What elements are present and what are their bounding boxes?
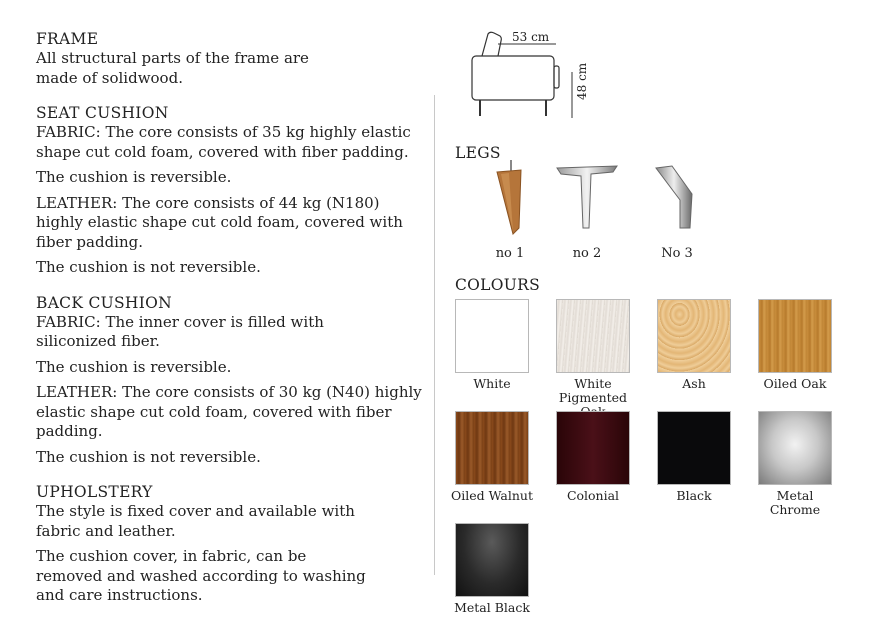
upholstery-cover-text: The cushion cover, in fabric, can be removed and washed according to washing and care instructions. [36,547,366,604]
swatch-label: Oiled Oak [763,376,827,391]
wooden-leg-icon [485,158,535,238]
seat-cushion-section [36,104,426,278]
colour-swatch-white[interactable] [447,299,537,391]
swatch-black [657,411,731,485]
back-cushion-section [36,294,426,468]
leg-option-1 [475,158,545,261]
leg-label-1: no 1 [495,246,525,261]
swatch-label: White Pigmented [558,376,628,405]
swatch-label: White [473,376,511,391]
seat-leather-reversible: The cushion is not reversible. [36,258,261,276]
swatch-label: Black [676,488,712,503]
upholstery-heading: UPHOLSTERY [36,483,153,501]
colour-swatch-colonial[interactable] [548,411,638,503]
colour-swatch-oiled-walnut[interactable] [447,411,537,503]
colour-swatch-metal-chrome[interactable] [750,411,840,517]
seat-cushion-heading: SEAT CUSHION [36,104,169,122]
swatch-label: Metal Black [454,600,530,615]
leg-label-3: No 3 [661,246,693,261]
dimension-width: 53 cm [512,30,550,44]
swatch-oiled-oak [758,299,832,373]
colours-heading: COLOURS [455,276,541,294]
back-fabric-text: FABRIC: The inner cover is filled with siliconized fiber. [36,312,324,350]
swatch-white-pigmented-oak [556,299,630,373]
swatch-metal-chrome [758,411,832,485]
swatch-metal-black [455,523,529,597]
frame-heading: FRAME [36,30,99,48]
back-fabric-reversible: The cushion is reversible. [36,357,232,376]
swatch-white [455,299,529,373]
colour-swatch-metal-black[interactable] [447,523,537,615]
chrome-tripod-leg-icon [555,158,619,238]
chrome-angled-leg-icon [652,158,702,238]
back-leather-text: LEATHER: The core consists of 30 kg (N40) highly elastic shape cut cold foam, covered with fiber padding. [36,383,422,440]
colour-swatch-black[interactable] [649,411,739,503]
dimension-height: 48 cm [575,62,589,100]
swatch-ash [657,299,731,373]
swatch-oiled-walnut [455,411,529,485]
specification-text [36,30,426,622]
upholstery-section [36,483,426,606]
seat-fabric-reversible: The cushion is reversible. [36,168,232,186]
colour-swatch-white-pigmented-oak[interactable] [548,299,638,419]
swatch-label: Colonial [566,488,620,503]
swatch-label: Metal Chrome [769,488,821,517]
colour-swatch-oiled-oak[interactable] [750,299,840,391]
back-leather-reversible: The cushion is not reversible. [36,447,261,466]
swatch-label: Oiled Walnut [451,488,533,503]
leg-label-2: no 2 [572,246,602,261]
leg-option-3 [642,158,712,261]
swatch-colonial [556,411,630,485]
column-divider [434,95,435,575]
frame-section [36,30,426,88]
back-cushion-heading: BACK CUSHION [36,293,173,312]
swatch-label: Ash [682,376,706,391]
seat-fabric-text: FABRIC: The core consists of 35 kg highly elastic shape cut cold foam, covered with fiber padding. [36,123,411,161]
seat-leather-text: LEATHER: The core consists of 44 kg (N180) highly elastic shape cut cold foam, covered with fiber padding. [36,193,403,251]
upholstery-style-text: The style is fixed cover and available with fabric and leather. [36,502,355,540]
legs-heading: LEGS [455,144,501,162]
leg-option-2 [552,158,622,261]
colour-swatch-ash[interactable] [649,299,739,391]
frame-text: All structural parts of the frame are made of solidwood. [36,49,309,87]
